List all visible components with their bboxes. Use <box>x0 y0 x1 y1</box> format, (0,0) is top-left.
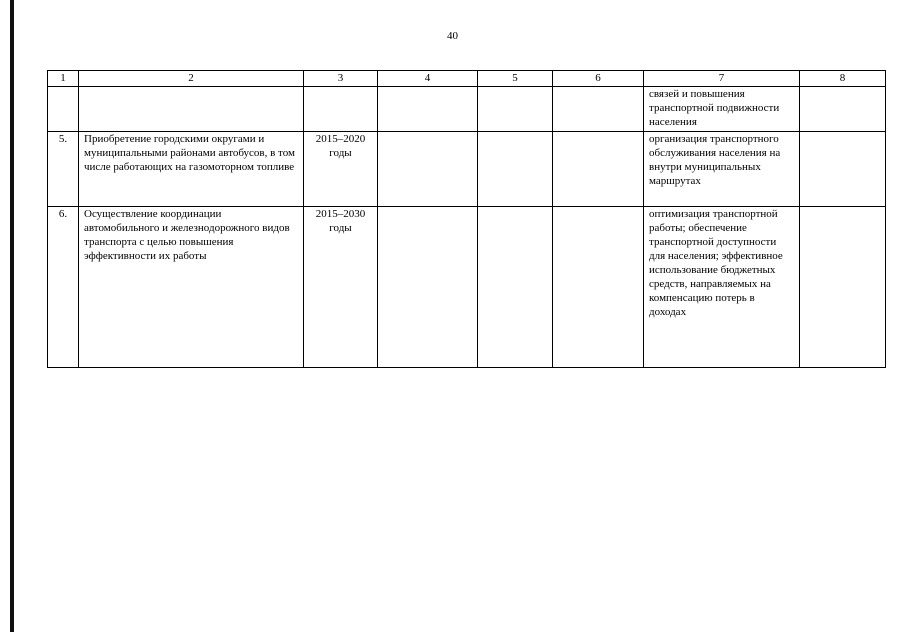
column-5-cell <box>478 132 553 207</box>
result-cell: организация транспортного обслуживания населения на внутри муниципальных маршрутах <box>644 132 800 207</box>
column-header-5: 5 <box>478 71 553 87</box>
column-8-cell <box>800 207 886 368</box>
row-number-cell: 5. <box>48 132 79 207</box>
column-4-cell <box>378 207 478 368</box>
column-header-7: 7 <box>644 71 800 87</box>
column-header-1: 1 <box>48 71 79 87</box>
column-8-cell <box>800 132 886 207</box>
column-header-4: 4 <box>378 71 478 87</box>
page-number: 40 <box>447 30 458 42</box>
column-4-cell <box>378 132 478 207</box>
table-row <box>48 207 886 368</box>
period-cell <box>304 87 378 132</box>
column-header-3: 3 <box>304 71 378 87</box>
measure-cell: Осуществление координации автомобильного и железнодорожного видов транспорта с целью повышения эффективности их работы <box>79 207 304 368</box>
column-6-cell <box>553 207 644 368</box>
column-4-cell <box>378 87 478 132</box>
scan-edge-bar <box>10 0 14 632</box>
result-cell: связей и повышения транспортной подвижности населения <box>644 87 800 132</box>
period-cell: 2015–2020 годы <box>304 132 378 207</box>
table-header-row <box>48 71 886 87</box>
measure-cell: Приобретение городскими округами и муниципальными районами автобусов, в том числе работающих на газомоторном топливе <box>79 132 304 207</box>
row-number-cell: 6. <box>48 207 79 368</box>
row-number-cell <box>48 87 79 132</box>
table-row <box>48 132 886 207</box>
column-header-8: 8 <box>800 71 886 87</box>
column-5-cell <box>478 87 553 132</box>
result-cell: оптимизация транспортной работы; обеспечение транспортной доступности для населения; эффективное использование бюджетных средств, направляемых на компенсацию потерь в доходах <box>644 207 800 368</box>
program-measures-table <box>47 70 886 368</box>
period-cell: 2015–2030 годы <box>304 207 378 368</box>
table-row <box>48 87 886 132</box>
measure-cell <box>79 87 304 132</box>
column-8-cell <box>800 87 886 132</box>
column-6-cell <box>553 132 644 207</box>
column-header-2: 2 <box>79 71 304 87</box>
column-header-6: 6 <box>553 71 644 87</box>
column-6-cell <box>553 87 644 132</box>
column-5-cell <box>478 207 553 368</box>
